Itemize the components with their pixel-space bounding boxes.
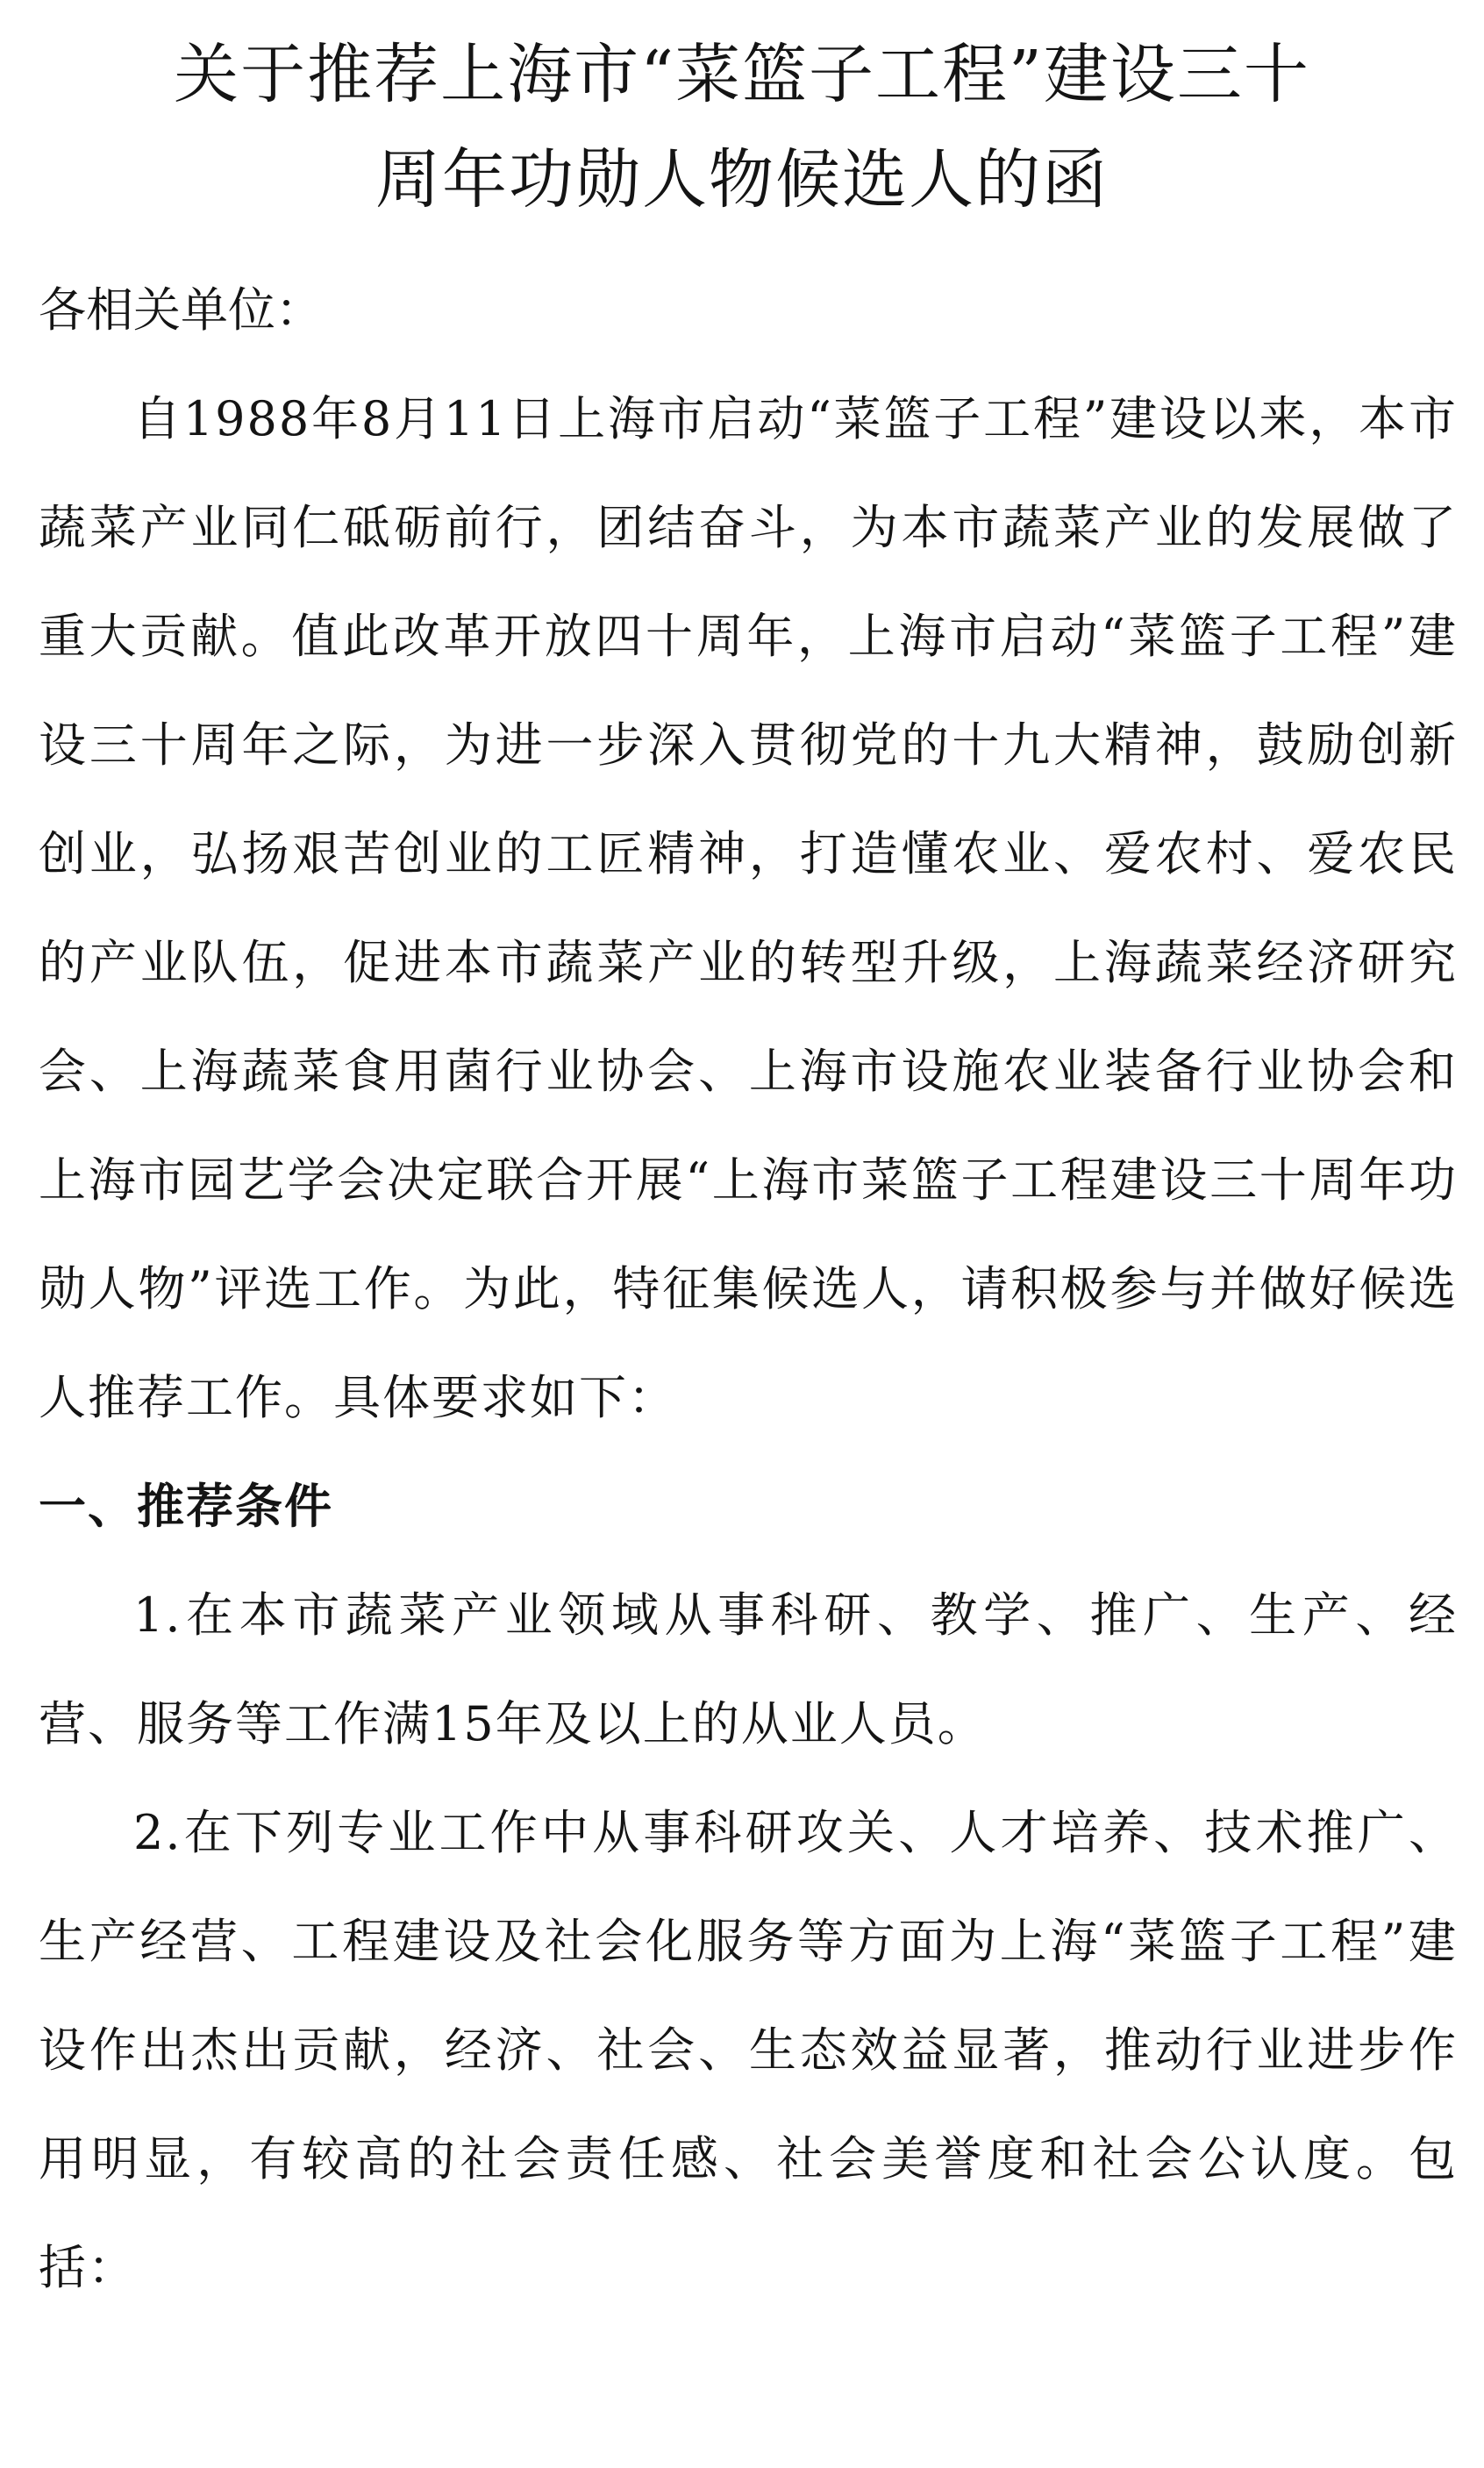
section-heading-recommendation-conditions: 一、推荐条件: [39, 1479, 333, 1534]
condition-item-2: 2.在下列专业工作中从事科研攻关、人才培养、技术推广、生产经营、工程建设及社会化服务等方面为上海“菜篮子工程”建设作出杰出贡献，经济、社会、生态效益显著，推动行业进步作用明显，有较高的社会责任感、社会美誉度和社会公认度。包括：: [39, 1805, 1458, 2295]
document-body: [39, 256, 1458, 2322]
intro-paragraph: 自1988年8月11日上海市启动“菜篮子工程”建设以来，本市蔬菜产业同仁砥砺前行，团结奋斗，为本市蔬菜产业的发展做了重大贡献。值此改革开放四十周年，上海市启动“菜篮子工程”建设三十周年之际，为进一步深入贯彻党的十九大精神，鼓励创新创业，弘扬艰苦创业的工匠精神，打造懂农业、爱农村、爱农民的产业队伍，促进本市蔬菜产业的转型升级，上海蔬菜经济研究会、上海蔬菜食用菌行业协会、上海市设施农业装备行业协会和上海市园艺学会决定联合开展“上海市菜篮子工程建设三十周年功勋人物”评选工作。为此，特征集候选人，请积极参与并做好候选人推荐工作。具体要求如下：: [39, 391, 1458, 1425]
condition-item-1: 1.在本市蔬菜产业领域从事科研、教学、推广、生产、经营、服务等工作满15年及以上的从业人员。: [39, 1587, 1458, 1751]
document-title-line-2: 周年功勋人物候选人的函: [375, 142, 1109, 218]
salutation: 各相关单位：: [39, 282, 323, 338]
document-title-line-1: 关于推荐上海市“菜篮子工程”建设三十: [174, 37, 1310, 112]
